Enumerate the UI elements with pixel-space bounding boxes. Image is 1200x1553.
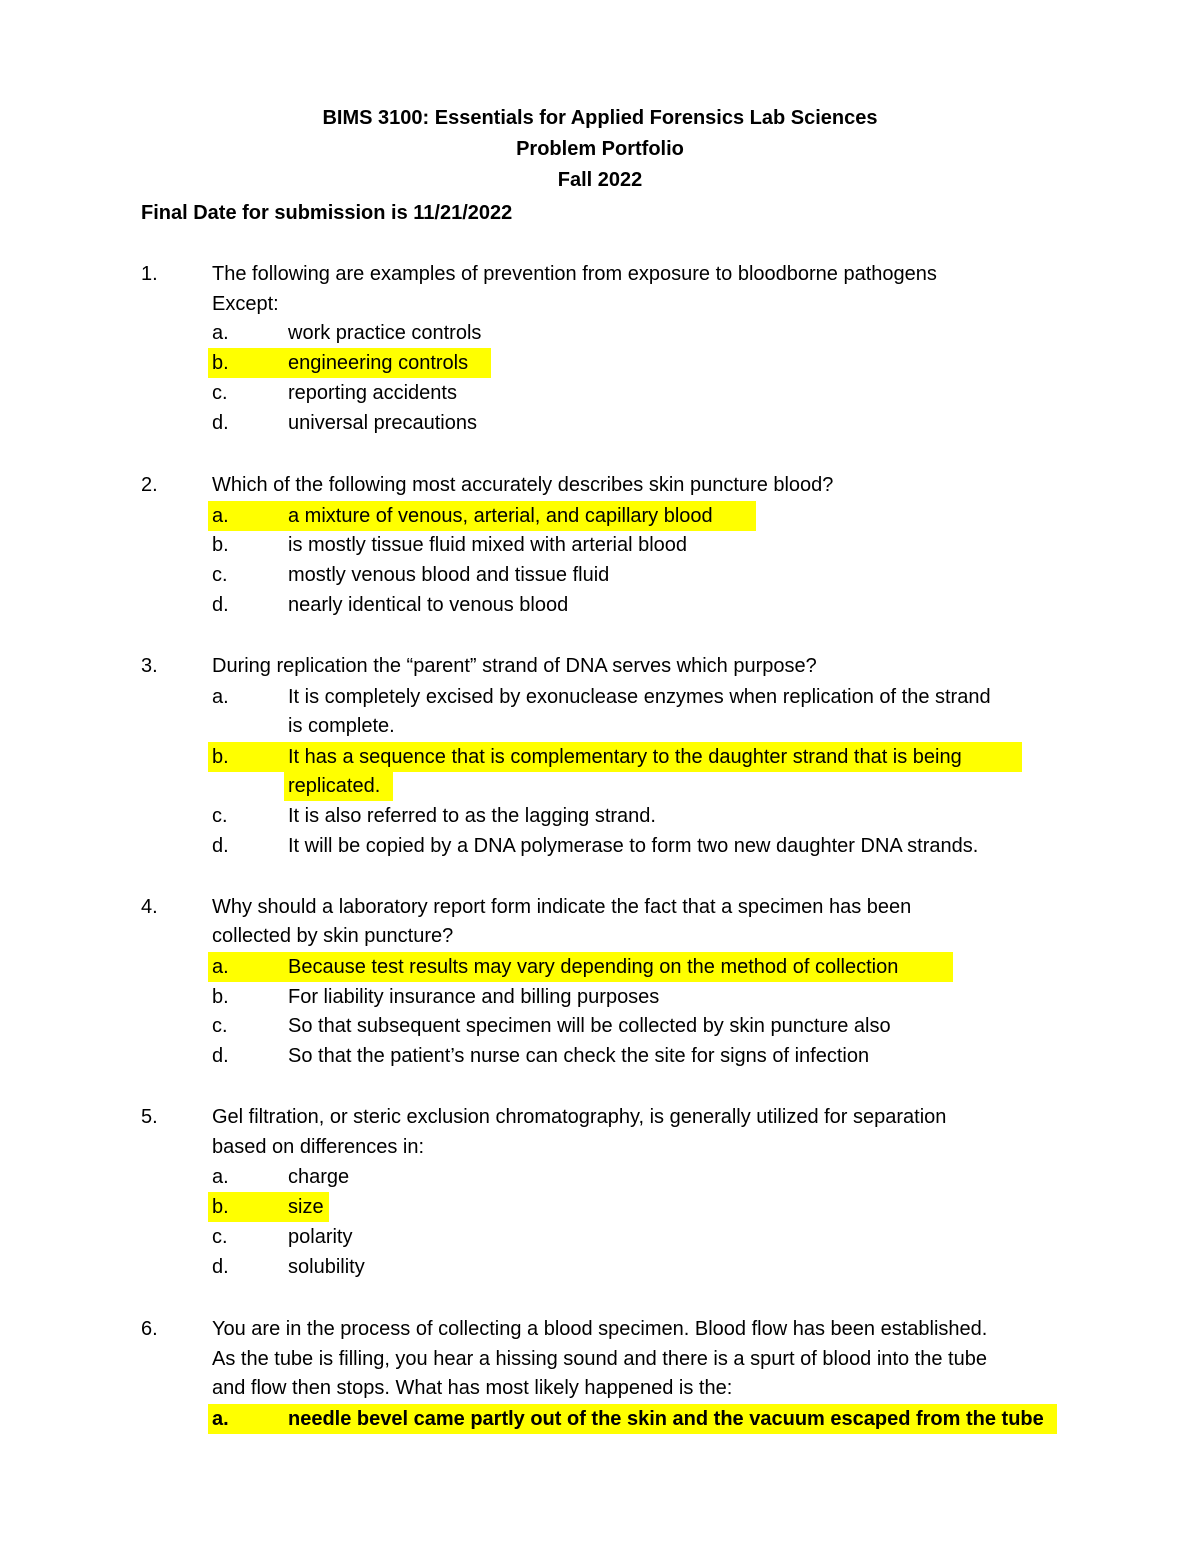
option-letter: b. xyxy=(212,986,229,1008)
question-number: 5. xyxy=(141,1106,158,1128)
question-number: 6. xyxy=(141,1318,158,1340)
option-text: So that subsequent specimen will be collected by skin puncture also xyxy=(288,1015,891,1037)
option-letter: c. xyxy=(212,564,228,586)
option-letter: c. xyxy=(212,1015,228,1037)
option-text: needle bevel came partly out of the skin and the vacuum escaped from the tube xyxy=(288,1408,1044,1430)
option-letter: b. xyxy=(212,352,229,374)
option-letter: c. xyxy=(212,805,228,827)
question-text: As the tube is filling, you hear a hissing sound and there is a spurt of blood into the tube xyxy=(212,1348,987,1370)
option-text: It is also referred to as the lagging strand. xyxy=(288,805,656,827)
option-text: charge xyxy=(288,1166,350,1188)
option-letter: b. xyxy=(212,1196,229,1218)
question-text: Except: xyxy=(212,293,279,315)
question-text: During replication the “parent” strand of DNA serves which purpose? xyxy=(212,655,817,677)
option-text: nearly identical to venous blood xyxy=(288,594,569,616)
submission-deadline: Final Date for submission is 11/21/2022 xyxy=(141,202,513,224)
option-letter: b. xyxy=(212,534,229,556)
option-text: It has a sequence that is complementary to the daughter strand that is being xyxy=(288,746,962,768)
option-text: a mixture of venous, arterial, and capillary blood xyxy=(288,505,713,527)
option-text: It will be copied by a DNA polymerase to form two new daughter DNA strands. xyxy=(288,835,979,857)
option-text: For liability insurance and billing purposes xyxy=(288,986,660,1008)
option-text: Because test results may vary depending on the method of collection xyxy=(288,956,899,978)
course-title: BIMS 3100: Essentials for Applied Forensics Lab Sciences xyxy=(322,107,878,129)
option-text: is mostly tissue fluid mixed with arterial blood xyxy=(288,534,688,556)
question-text: collected by skin puncture? xyxy=(212,925,454,947)
option-letter: a. xyxy=(212,505,229,527)
question-text: You are in the process of collecting a blood specimen. Blood flow has been established. xyxy=(212,1318,988,1340)
option-text: work practice controls xyxy=(288,322,482,344)
question-text: and flow then stops. What has most likely happened is the: xyxy=(212,1377,733,1399)
option-text: solubility xyxy=(288,1256,365,1278)
option-letter: d. xyxy=(212,835,229,857)
option-text: engineering controls xyxy=(288,352,469,374)
option-letter: a. xyxy=(212,956,229,978)
option-text: is complete. xyxy=(288,715,395,737)
option-text: It is completely excised by exonuclease enzymes when replication of the strand xyxy=(288,686,991,708)
option-text: So that the patient’s nurse can check the site for signs of infection xyxy=(288,1045,870,1067)
option-text: mostly venous blood and tissue fluid xyxy=(288,564,610,586)
option-letter: d. xyxy=(212,594,229,616)
question-text: Gel filtration, or steric exclusion chromatography, is generally utilized for separation xyxy=(212,1106,947,1128)
question-number: 4. xyxy=(141,896,158,918)
option-letter: a. xyxy=(212,322,229,344)
option-letter: b. xyxy=(212,746,229,768)
option-text: reporting accidents xyxy=(288,382,457,404)
question-text: The following are examples of prevention from exposure to bloodborne pathogens xyxy=(212,263,937,285)
option-text: polarity xyxy=(288,1226,353,1248)
option-letter: a. xyxy=(212,686,229,708)
option-letter: a. xyxy=(212,1408,229,1430)
question-number: 2. xyxy=(141,474,158,496)
question-number: 3. xyxy=(141,655,158,677)
term-title: Fall 2022 xyxy=(557,169,643,191)
option-text: universal precautions xyxy=(288,412,477,434)
option-text: replicated. xyxy=(288,775,381,797)
option-letter: c. xyxy=(212,382,228,404)
option-text: size xyxy=(288,1196,324,1218)
question-number: 1. xyxy=(141,263,158,285)
question-text: Which of the following most accurately describes skin puncture blood? xyxy=(212,474,834,496)
option-letter: c. xyxy=(212,1226,228,1248)
portfolio-title: Problem Portfolio xyxy=(516,138,684,160)
option-letter: a. xyxy=(212,1166,229,1188)
question-text: based on differences in: xyxy=(212,1136,425,1158)
option-letter: d. xyxy=(212,1256,229,1278)
question-text: Why should a laboratory report form indicate the fact that a specimen has been xyxy=(212,896,912,918)
option-letter: d. xyxy=(212,412,229,434)
option-letter: d. xyxy=(212,1045,229,1067)
